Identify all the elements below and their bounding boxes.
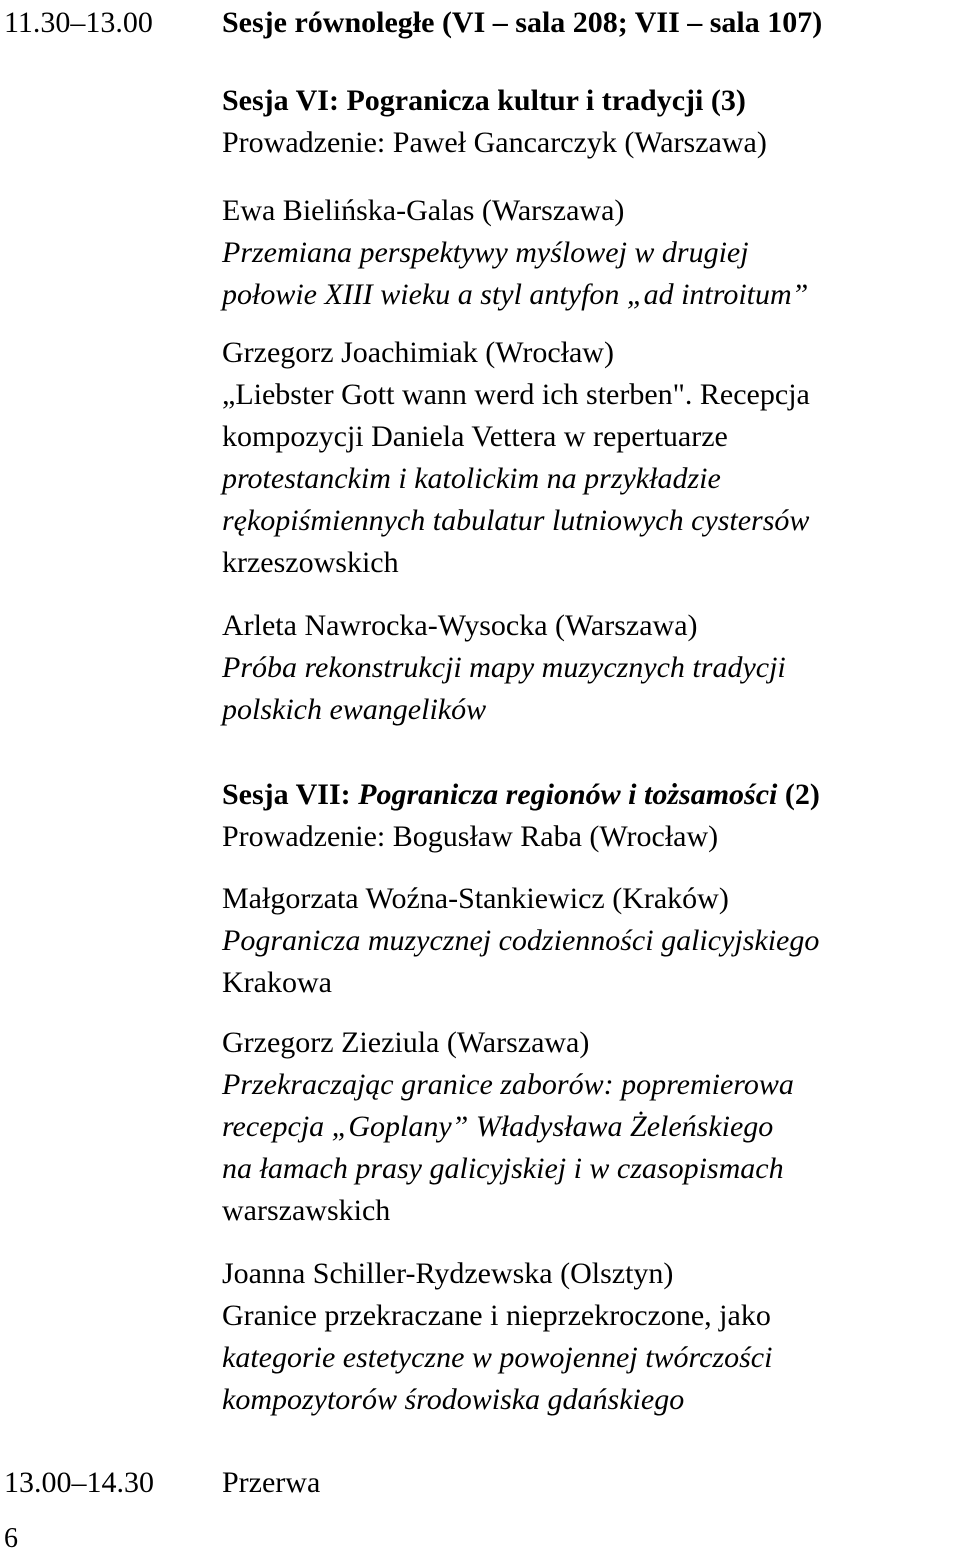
session7-chair: Prowadzenie: Bogusław Raba (Wrocław) xyxy=(222,820,719,853)
talk-title-line: Przekraczając granice zaborów: popremierowa xyxy=(222,1068,794,1101)
session7-heading-suffix: (2) xyxy=(777,778,820,811)
session6-chair: Prowadzenie: Paweł Gancarczyk (Warszawa) xyxy=(222,126,767,159)
talk-speaker: Arleta Nawrocka-Wysocka (Warszawa) xyxy=(222,609,698,642)
talk-title-line: polskich ewangelików xyxy=(222,693,487,726)
slot1-title: Sesje równoległe (VI – sala 208; VII – sala 107) xyxy=(222,6,823,39)
session6-heading: Sesja VI: Pogranicza kultur i tradycji (3) xyxy=(222,84,746,117)
talk-title-line: „Liebster Gott wann werd ich sterben". Recepcja xyxy=(222,378,810,411)
talk-title-line: kategorie estetyczne w powojennej twórczości xyxy=(222,1341,773,1374)
slot2-title: Przerwa xyxy=(222,1466,321,1499)
slot1-time: 11.30–13.00 xyxy=(4,6,153,39)
talk-title-line: krzeszowskich xyxy=(222,546,399,579)
page-number: 6 xyxy=(4,1523,18,1554)
session7-heading-prefix: Sesja VII: xyxy=(222,778,359,811)
talk-title-line: Krakowa xyxy=(222,966,332,999)
talk-title-line: kompozytorów środowiska gdańskiego xyxy=(222,1383,685,1416)
session7-heading xyxy=(222,774,820,816)
session7-heading-title: Pogranicza regionów i tożsamości xyxy=(358,778,778,811)
talk-speaker: Ewa Bielińska-Galas (Warszawa) xyxy=(222,194,625,227)
slot2-time: 13.00–14.30 xyxy=(4,1466,154,1499)
talk-title-line: Pogranicza muzycznej codzienności galicyjskiego xyxy=(222,924,820,957)
talk-speaker: Grzegorz Zieziula (Warszawa) xyxy=(222,1026,590,1059)
talk-title-line: połowie XIII wieku a styl antyfon „ad introitum” xyxy=(222,278,809,311)
talk-title-line: protestanckim i katolickim na przykładzie xyxy=(222,462,721,495)
talk-title-line: kompozycji Daniela Vettera w repertuarze xyxy=(222,420,728,453)
talk-speaker: Joanna Schiller-Rydzewska (Olsztyn) xyxy=(222,1257,674,1290)
talk-title-line: recepcja „Goplany” Władysława Żeleńskiego xyxy=(222,1110,774,1143)
talk-title-line: na łamach prasy galicyjskiej i w czasopismach xyxy=(222,1152,784,1185)
talk-title-line: Próba rekonstrukcji mapy muzycznych tradycji xyxy=(222,651,786,684)
talk-speaker: Małgorzata Woźna-Stankiewicz (Kraków) xyxy=(222,882,729,915)
talk-title-line: warszawskich xyxy=(222,1194,391,1227)
talk-title-line: rękopiśmiennych tabulatur lutniowych cystersów xyxy=(222,504,810,537)
talk-title-line: Przemiana perspektywy myślowej w drugiej xyxy=(222,236,749,269)
talk-speaker: Grzegorz Joachimiak (Wrocław) xyxy=(222,336,614,369)
talk-title-line: Granice przekraczane i nieprzekroczone, jako xyxy=(222,1299,771,1332)
